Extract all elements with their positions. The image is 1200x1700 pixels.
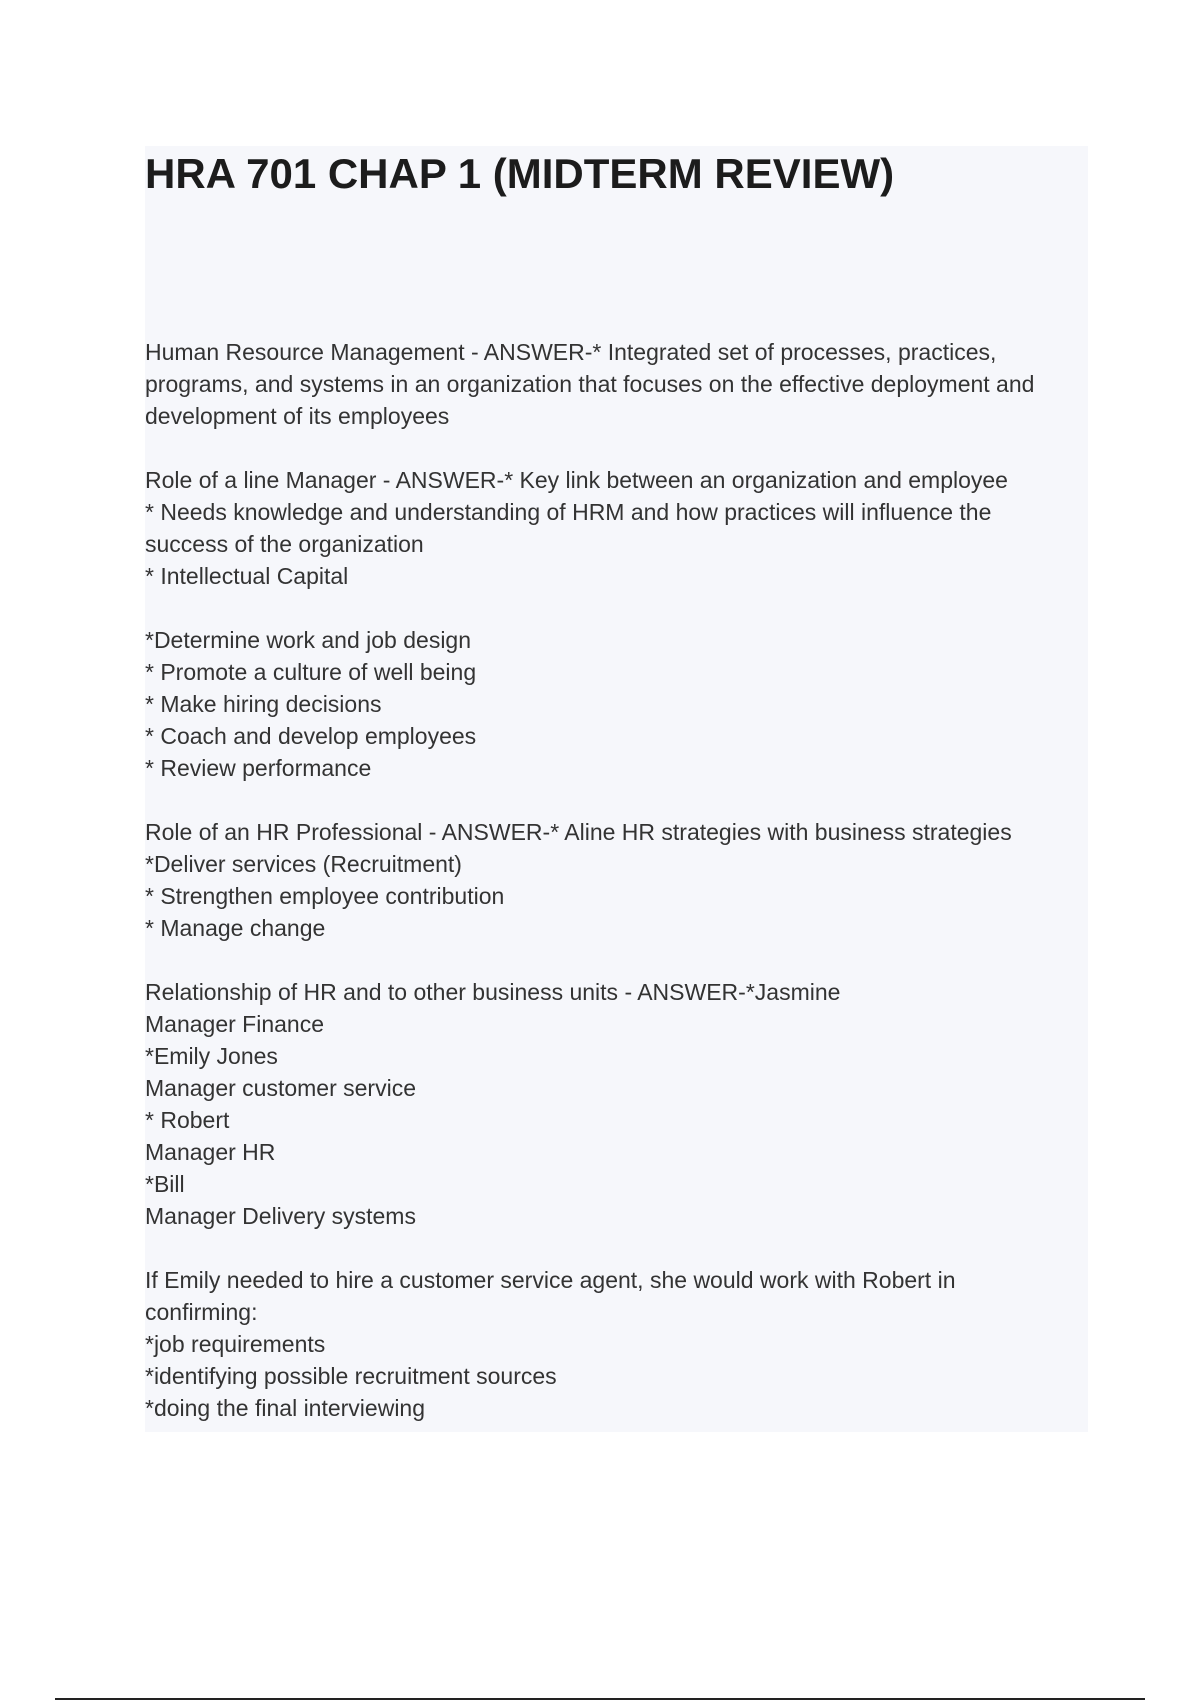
entry-line: *doing the final interviewing: [145, 1395, 426, 1421]
qa-entry: [145, 336, 1088, 432]
entry-line: * Review performance: [145, 755, 372, 781]
entry-line: If Emily needed to hire a customer service agent, she would work with Robert in: [145, 1267, 956, 1293]
entry-line: *Determine work and job design: [145, 627, 472, 653]
entry-line: Manager Finance: [145, 1011, 324, 1037]
entry-line: success of the organization: [145, 531, 424, 557]
entry-line: confirming:: [145, 1299, 258, 1325]
entry-line: * Make hiring decisions: [145, 691, 382, 717]
qa-entry: [145, 976, 1088, 1232]
entry-line: * Manage change: [145, 915, 326, 941]
qa-entry: [145, 464, 1088, 592]
entry-line: *identifying possible recruitment sources: [145, 1363, 557, 1389]
entry-list: [145, 336, 1088, 1456]
entry-line: Manager customer service: [145, 1075, 416, 1101]
entry-line: Manager HR: [145, 1139, 276, 1165]
qa-entry: [145, 1264, 1088, 1424]
entry-line: programs, and systems in an organization that focuses on the effective deployment and: [145, 371, 1035, 397]
qa-entry: [145, 624, 1088, 784]
entry-line: Manager Delivery systems: [145, 1203, 416, 1229]
entry-line: Role of an HR Professional - ANSWER-* Aline HR strategies with business strategies: [145, 819, 1012, 845]
entry-line: *job requirements: [145, 1331, 326, 1357]
entry-line: development of its employees: [145, 403, 450, 429]
qa-entry: [145, 816, 1088, 944]
document-content: [145, 146, 1088, 1432]
entry-line: Role of a line Manager - ANSWER-* Key link between an organization and employee: [145, 467, 1008, 493]
page-title: HRA 701 CHAP 1 (MIDTERM REVIEW): [145, 150, 895, 197]
entry-line: * Promote a culture of well being: [145, 659, 477, 685]
entry-line: *Bill: [145, 1171, 185, 1197]
entry-line: Relationship of HR and to other business units - ANSWER-*Jasmine: [145, 979, 841, 1005]
entry-line: *Deliver services (Recruitment): [145, 851, 462, 877]
entry-line: * Needs knowledge and understanding of HRM and how practices will influence the: [145, 499, 992, 525]
entry-line: * Coach and develop employees: [145, 723, 477, 749]
entry-line: *Emily Jones: [145, 1043, 278, 1069]
entry-line: Human Resource Management - ANSWER-* Integrated set of processes, practices,: [145, 339, 997, 365]
entry-line: * Robert: [145, 1107, 230, 1133]
entry-line: * Intellectual Capital: [145, 563, 349, 589]
entry-line: * Strengthen employee contribution: [145, 883, 505, 909]
